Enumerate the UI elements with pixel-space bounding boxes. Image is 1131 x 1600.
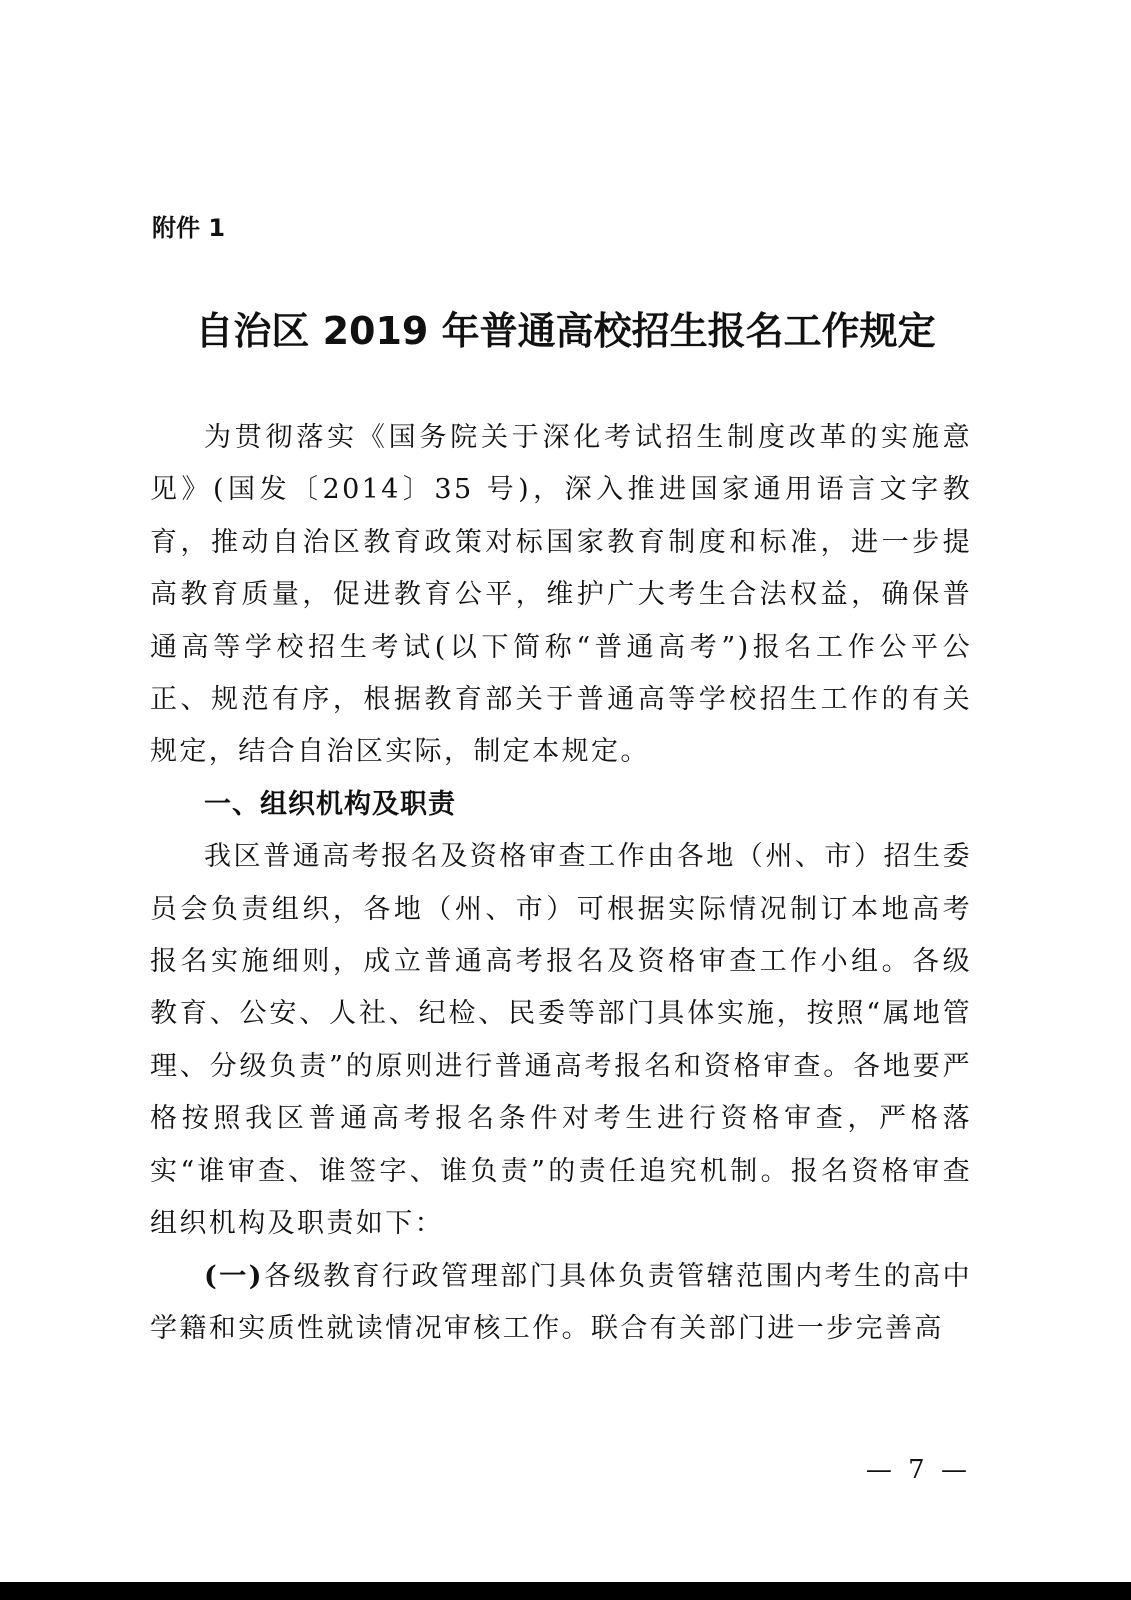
section-heading-organization: 一、组织机构及职责 — [204, 788, 456, 820]
section-organization-paragraph: 我区普通高考报名及资格审查工作由各地（州、市）招生委员会负责组织，各地（州、市）可根据实际情况制订本地高考报名实施细则，成立普通高考报名及资格审查工作小组。各级教育、公安、人社、纪检、民委等部门具体实施，按照“属地管理、分级负责”的原则进行普通高考报名和资格审查。各地要严格按照我区普通高考报名条件对考生进行资格审查，严格落实“谁审查、谁签字、谁负责”的责任追究机制。报名资格审查组织机构及职责如下： — [150, 841, 972, 1240]
bottom-scan-border — [0, 1582, 1131, 1600]
attachment-label: 附件 1 — [152, 214, 226, 242]
intro-paragraph: 为贯彻落实《国务院关于深化考试招生制度改革的实施意见》(国发〔2014〕35 号)，深入推进国家通用语言文字教育，推动自治区教育政策对标国家教育制度和标准，进一步提高教育质量，促进教育公平，维护广大考生合法权益，确保普通高等学校招生考试(以下简称“普通高考”)报名工作公平公正、规范有序，根据教育部关于普通高等学校招生工作的有关规定，结合自治区实际，制定本规定。 — [150, 422, 972, 768]
page-number: — 7 — — [865, 1455, 971, 1485]
item-one-text: 各级教育行政管理部门具体负责管辖范围内考生的高中学籍和实质性就读情况审核工作。联合有关部门进一步完善高 — [150, 1260, 972, 1344]
item-one-paragraph — [150, 1251, 972, 1356]
item-one-marker: (一) — [204, 1260, 264, 1292]
document-title: 自治区 2019 年普通高校招生报名工作规定 — [195, 309, 936, 353]
document-body — [150, 412, 972, 1355]
